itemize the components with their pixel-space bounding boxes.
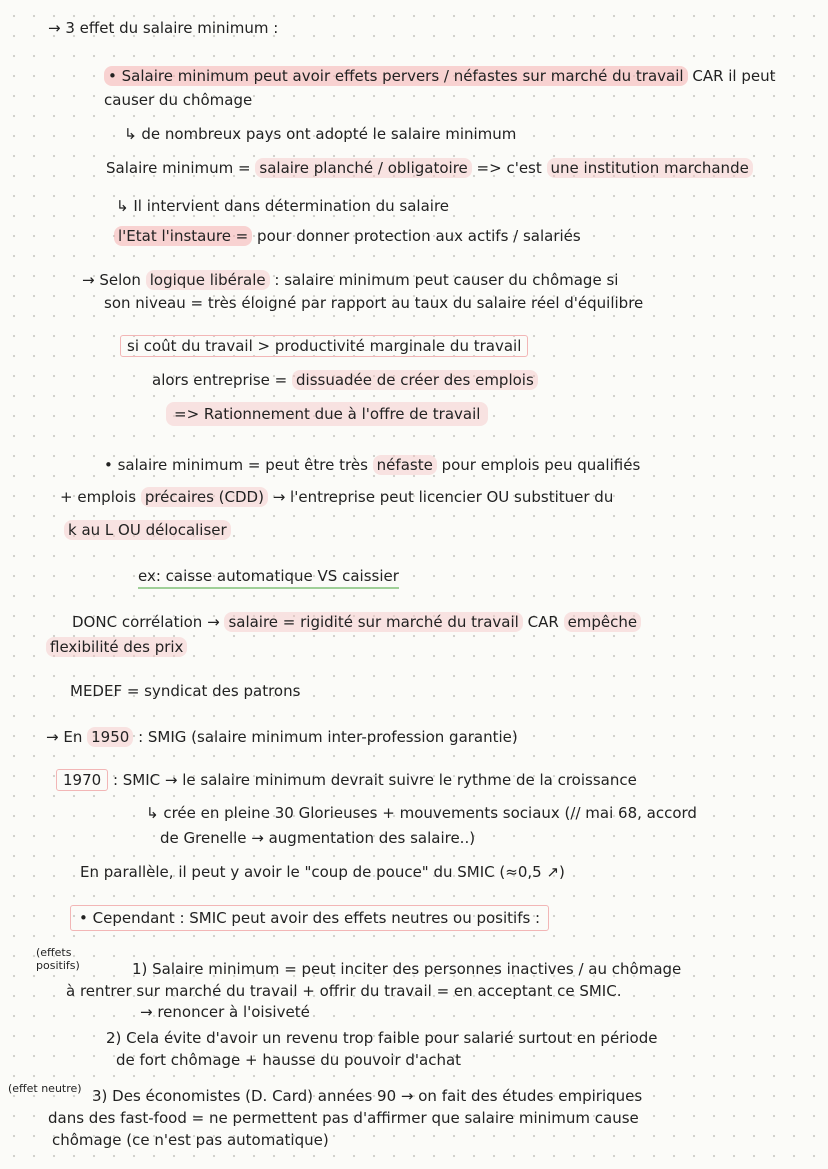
bullet1-sub2: ↳ Il intervient dans détermination du salaire [116, 197, 450, 215]
flexibilite-highlight: flexibilité des prix [46, 637, 187, 657]
bullet1-line1 [104, 66, 776, 86]
bullet2-start: • salaire minimum = peut être très [104, 456, 368, 474]
bullet2-line3 [64, 520, 231, 540]
section-title: → 3 effet du salaire minimum : [48, 19, 279, 37]
donc-label: DONC corrélation → [72, 613, 220, 631]
point2-line2: de fort chômage + hausse du pouvoir d'achat [116, 1051, 462, 1069]
liberal-alors: alors entreprise = [152, 371, 288, 389]
bullet1-sub1: ↳ de nombreux pays ont adopté le salaire minimum [124, 125, 517, 143]
bullet1-line2: causer du chômage [104, 91, 253, 109]
liberal-dissuade-highlight: dissuadée de créer des emplois [292, 370, 538, 390]
bullet2-line1 [104, 455, 640, 475]
history-line3: ↳ crée en pleine 30 Glorieuses + mouvements sociaux (// mai 68, accord [146, 804, 697, 822]
empeche-highlight: empêche [564, 612, 642, 632]
point3-line2: dans des fast-food = ne permettent pas d'affirmer que salaire minimum cause [48, 1109, 639, 1127]
history-line5: En parallèle, il peut y avoir le "coup de pouce" du SMIC (≈0,5 ↗) [80, 863, 565, 881]
year-1950: 1950 [87, 727, 133, 747]
cependant-line [70, 908, 549, 928]
tag-neutre: (effet neutre) [8, 1082, 82, 1095]
donc-line2 [46, 637, 187, 657]
point1-line2: à rentrer sur marché du travail + offrir du travail = en acceptant ce SMIC. [66, 982, 622, 1000]
liberal-box-line [120, 336, 528, 356]
delocaliser-highlight: k au L OU délocaliser [64, 520, 231, 540]
example-line [138, 566, 399, 586]
point2-line1: 2) Cela évite d'avoir un revenu trop faible pour salarié surtout en période [106, 1029, 658, 1047]
point3-line1: 3) Des économistes (D. Card) années 90 → on fait des études empiriques [92, 1087, 643, 1105]
medef-line: MEDEF = syndicat des patrons [70, 682, 301, 700]
precaires-highlight: précaires (CDD) [141, 487, 268, 507]
nefaste-highlight: néfaste [373, 455, 437, 475]
donc-car: CAR [527, 613, 559, 631]
definition-label: Salaire minimum = [106, 159, 251, 177]
example-text: ex: caisse automatique VS caissier [138, 567, 399, 589]
bullet1-highlight: • Salaire minimum peut avoir effets pervers / néfastes sur marché du travail [104, 66, 688, 86]
point1-line1: 1) Salaire minimum = peut inciter des personnes inactives / au chômage [132, 960, 682, 978]
definition-institution: une institution marchande [547, 158, 753, 178]
definition-line [106, 158, 753, 178]
bullet2-line2 [60, 487, 613, 507]
rationnement-highlight: => Rationnement due à l'offre de travail [166, 402, 488, 426]
liberal-rest: : salaire minimum peut causer du chômage si [274, 271, 619, 289]
cependant-box: • Cependant : SMIC peut avoir des effets neutres ou positifs : [70, 905, 549, 931]
point1-line3: → renoncer à l'oisiveté [140, 1003, 310, 1021]
definition-highlight: salaire planché / obligatoire [255, 158, 471, 178]
smig-text: : SMIG (salaire minimum inter-profession garantie) [138, 728, 518, 746]
bullet2-consequence: → l'entreprise peut licencier OU substituer du [272, 488, 614, 506]
history-line2 [56, 770, 637, 790]
liberal-line1 [82, 270, 618, 290]
history-line4: de Grenelle → augmentation des salaire..) [160, 829, 476, 847]
liberal-condition-box: si coût du travail > productivité marginale du travail [120, 335, 528, 357]
etat-highlight: l'Etat l'instaure = [114, 226, 252, 246]
point3-line3: chômage (ce n'est pas automatique) [52, 1131, 329, 1149]
emplois-label: + emplois [60, 488, 137, 506]
liberal-line2: son niveau = très éloigné par rapport au taux du salaire réel d'équilibre [104, 294, 644, 312]
liberal-logic-highlight: logique libérale [146, 270, 270, 290]
liberal-line5 [166, 404, 488, 424]
bullet1-car: CAR il peut [692, 67, 776, 85]
etat-line [114, 226, 581, 246]
history-line1 [46, 727, 518, 747]
history-en: → En [46, 728, 83, 746]
smic-text: : SMIC → le salaire minimum devrait suivre le rythme de la croissance [112, 771, 637, 789]
etat-rest: pour donner protection aux actifs / salariés [257, 227, 581, 245]
liberal-line4 [152, 370, 538, 390]
tag-positifs: (effets positifs) [36, 946, 80, 972]
rigidite-highlight: salaire = rigidité sur marché du travail [224, 612, 522, 632]
bullet2-end: pour emplois peu qualifiés [441, 456, 641, 474]
year-1970: 1970 [56, 769, 108, 791]
definition-arrow: => c'est [476, 159, 542, 177]
liberal-selon: → Selon [82, 271, 141, 289]
donc-line1 [72, 612, 641, 632]
